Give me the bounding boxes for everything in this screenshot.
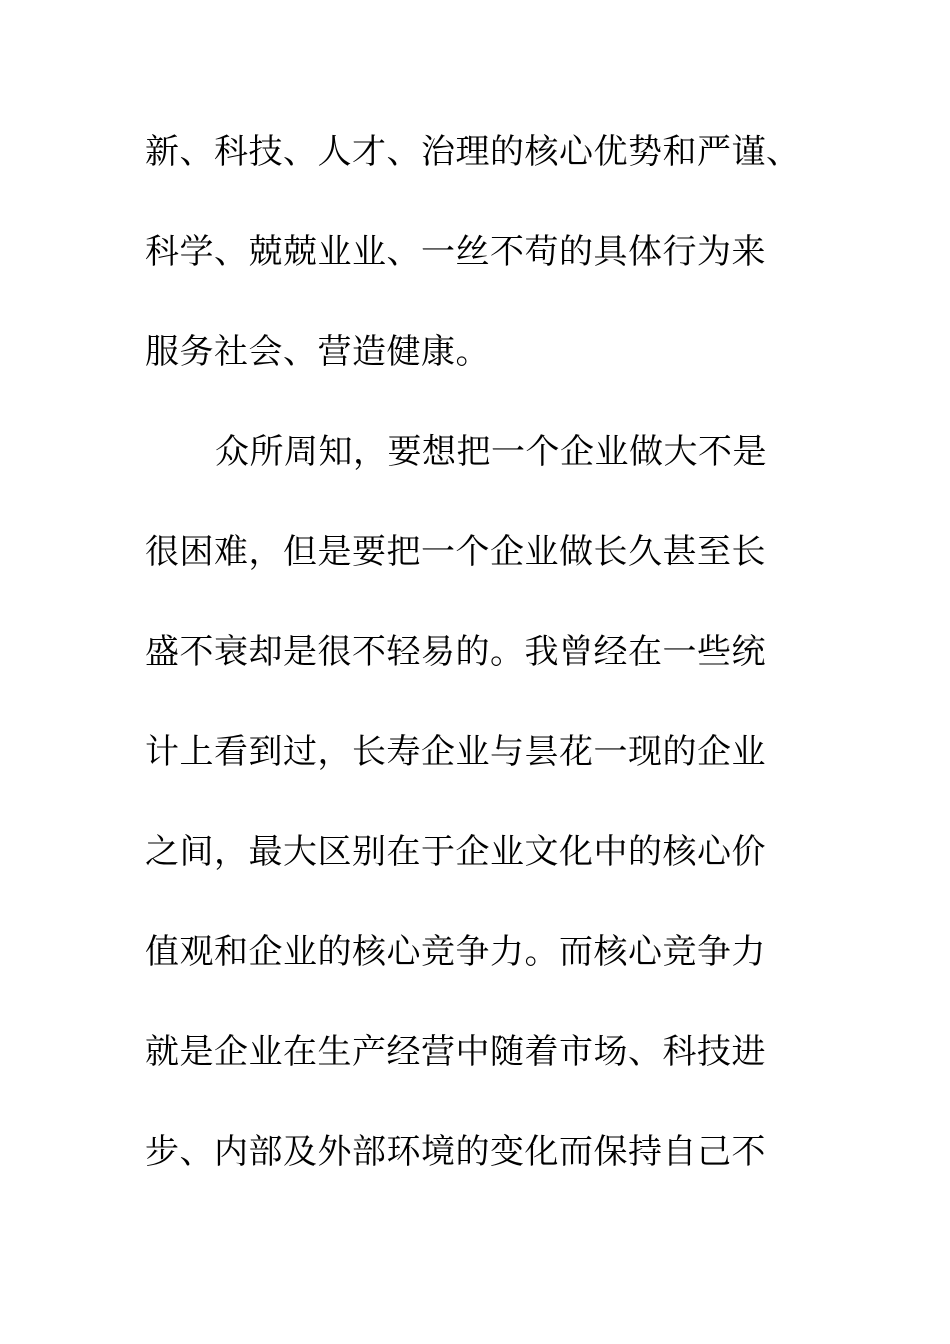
text-line: 服务社会、营造健康。: [145, 332, 490, 372]
text-line: 计上看到过，长寿企业与昙花一现的企业: [145, 732, 766, 772]
text-line: 很困难，但是要把一个企业做长久甚至长: [145, 532, 766, 572]
text-line: 之间，最大区别在于企业文化中的核心价: [145, 832, 766, 872]
text-line: 盛不衰却是很不轻易的。我曾经在一些统: [145, 632, 766, 672]
text-line: 值观和企业的核心竞争力。而核心竞争力: [145, 932, 766, 972]
text-line: 就是企业在生产经营中随着市场、科技进: [145, 1032, 766, 1072]
text-line: 科学、兢兢业业、一丝不苟的具体行为来: [145, 232, 766, 272]
text-line: 新、科技、人才、治理的核心优势和严谨、: [145, 132, 801, 172]
text-line: 步、内部及外部环境的变化而保持自己不: [145, 1132, 766, 1172]
paragraph-first-line: 众所周知，要想把一个企业做大不是: [215, 432, 767, 472]
